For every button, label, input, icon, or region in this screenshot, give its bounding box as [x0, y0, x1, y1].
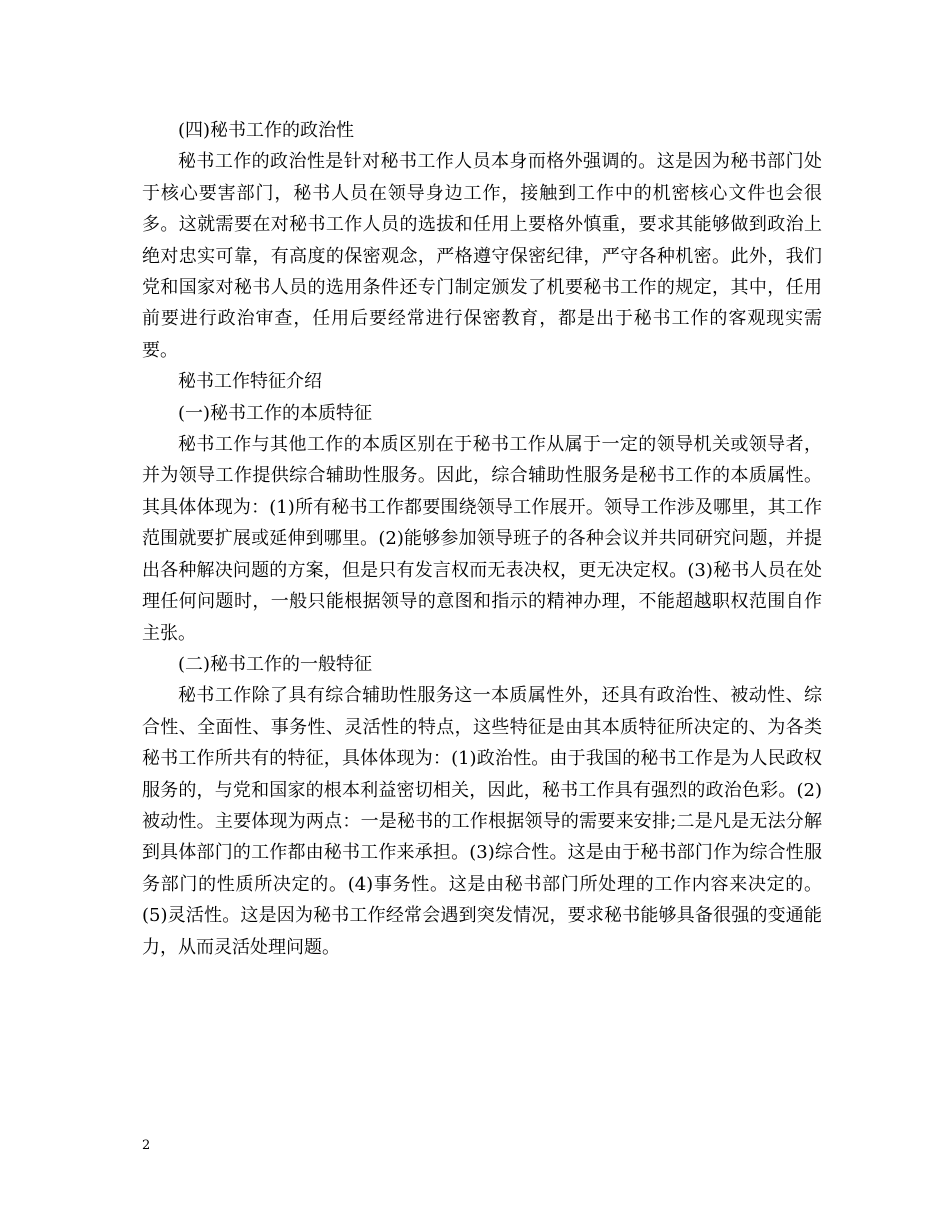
page-number: 2: [142, 1138, 151, 1153]
paragraph-political: 秘书工作的政治性是针对秘书工作人员本身而格外强调的。这是因为秘书部门处于核心要害部门，秘书人员在领导身边工作，接触到工作中的机密核心文件也会很多。这就需要在对秘书工作人员的选拔和任用上要格外慎重，要求其能够做到政治上绝对忠实可靠，有高度的保密观念，严格遵守保密纪律，严守各种机密。此外，我们党和国家对秘书人员的选用条件还专门制定颁发了机要秘书工作的规定，其中，任用前要进行政治审查，任用后要经常进行保密教育，都是出于秘书工作的客观现实需要。: [142, 151, 822, 361]
section-heading-general: (二)秘书工作的一般特征: [178, 653, 373, 675]
section-heading-political: (四)秘书工作的政治性: [178, 120, 355, 141]
paragraph-general: 秘书工作除了具有综合辅助性服务这一本质属性外，还具有政治性、被动性、综合性、全面性、事务性、灵活性的特点，这些特征是由其本质特征所决定的、为各类秘书工作所共有的特征，具体体现为：(1)政治性。由于我国的秘书工作是为人民政权服务的，与党和国家的根本利益密切相关，因此，秘书工作具有强烈的政治色彩。(2)被动性。主要体现为两点：一是秘书的工作根据领导的需要来安排;二是凡是无法分解到具体部门的工作都由秘书工作来承担。(3)综合性。这是由于秘书部门作为综合性服务部门的性质所决定的。(4)事务性。这是由秘书部门所处理的工作内容来决定的。(5)灵活性。这是因为秘书工作经常会遇到突发情况，要求秘书能够具备很强的变通能力，从而灵活处理问题。: [142, 685, 822, 958]
section-heading-features: 秘书工作特征介绍: [178, 371, 322, 393]
document-body: [142, 115, 822, 963]
section-heading-essential: (一)秘书工作的本质特征: [178, 402, 373, 424]
paragraph-essential: 秘书工作与其他工作的本质区别在于秘书工作从属于一定的领导机关或领导者，并为领导工作提供综合辅助性服务。因此，综合辅助性服务是秘书工作的本质属性。其具体体现为：(1)所有秘书工作都要围绕领导工作展开。领导工作涉及哪里，其工作范围就要扩展或延伸到哪里。(2)能够参加领导班子的各种会议并共同研究问题，并提出各种解决问题的方案，但是只有发言权而无表决权，更无决定权。(3)秘书人员在处理任何问题时，一般只能根据领导的意图和指示的精神办理，不能超越职权范围自作主张。: [142, 434, 822, 644]
